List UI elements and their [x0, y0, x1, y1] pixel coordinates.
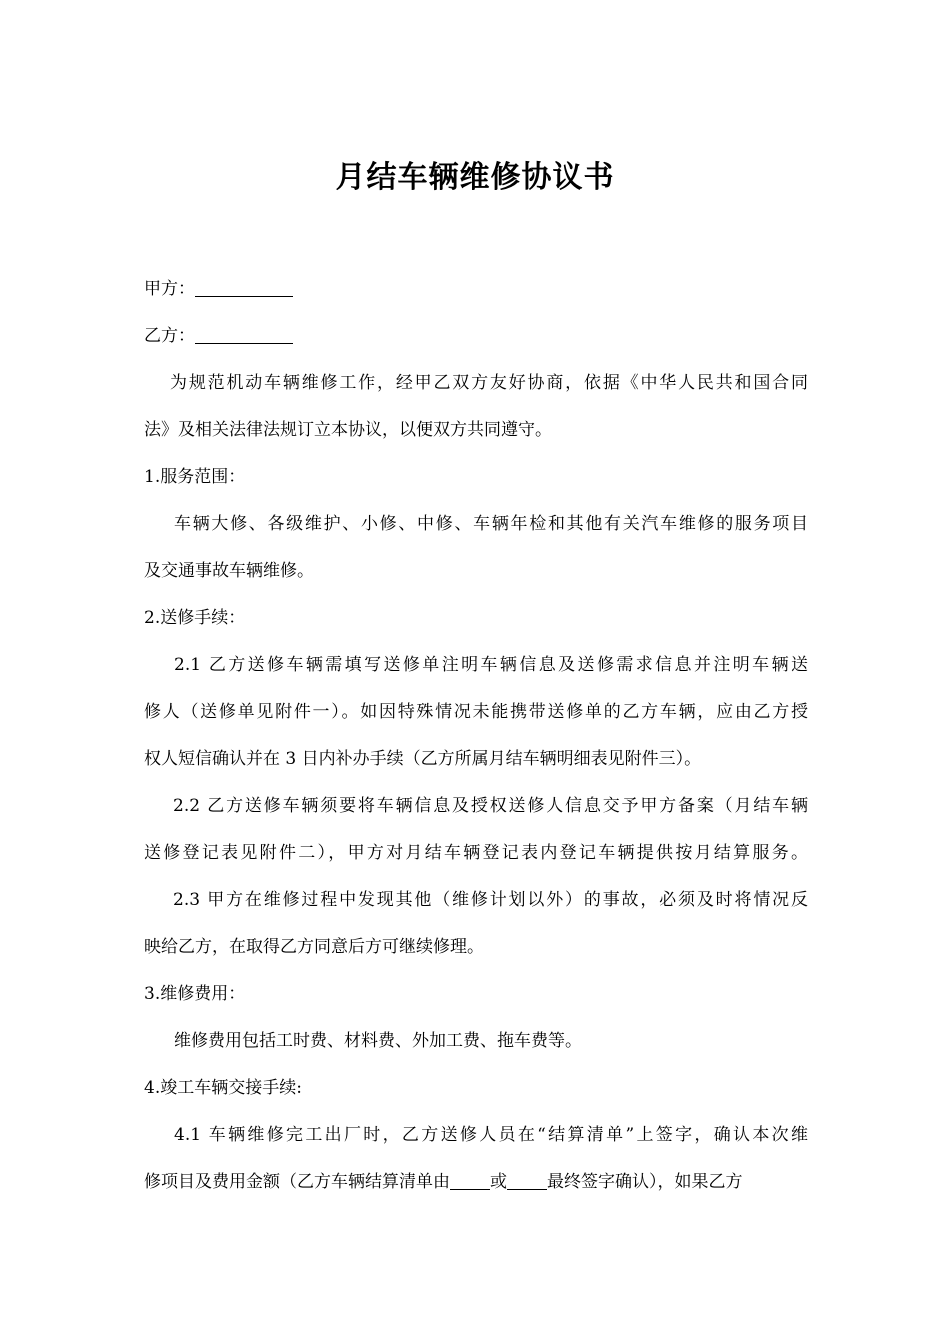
- party-b-blank[interactable]: [195, 323, 293, 344]
- party-b-line: [144, 319, 808, 366]
- party-a-blank[interactable]: [195, 276, 293, 297]
- clause-4-1-text-b: 或: [490, 1172, 507, 1192]
- party-b-label: 乙方：: [144, 326, 195, 346]
- section-1-line-1: 车辆大修、各级维护、小修、中修、车辆年检和其他有关汽车维修的服务项目: [174, 514, 808, 534]
- section-2-heading: 2.送修手续：: [144, 608, 246, 628]
- clause-2-1-line-1: 2.1 乙方送修车辆需填写送修单注明车辆信息及送修需求信息并注明车辆送: [174, 655, 808, 675]
- clause-2-2-line-2: 送修登记表见附件二），甲方对月结车辆登记表内登记车辆提供按月结算服务。: [144, 843, 808, 863]
- signer-1-blank[interactable]: [450, 1169, 490, 1190]
- clause-4-1-line-2: [144, 1165, 808, 1212]
- clause-2-2-line-1: 2.2 乙方送修车辆须要将车辆信息及授权送修人信息交予甲方备案（月结车辆: [173, 796, 808, 816]
- section-3-heading: 3.维修费用：: [144, 984, 246, 1004]
- clause-4-1-text-a: 修项目及费用金额（乙方车辆结算清单由: [144, 1172, 450, 1192]
- clause-2-3-line-1: 2.3 甲方在维修过程中发现其他（维修计划以外）的事故，必须及时将情况反: [173, 890, 808, 910]
- clause-4-1-line-1: 4.1 车辆维修完工出厂时，乙方送修人员在“结算清单”上签字，确认本次维: [174, 1125, 808, 1145]
- intro-line-1: 为规范机动车辆维修工作，经甲乙双方友好协商，依据《中华人民共和国合同: [170, 373, 808, 393]
- signer-2-blank[interactable]: [507, 1169, 547, 1190]
- party-a-label: 甲方：: [144, 279, 195, 299]
- clause-4-1-text-c: 最终签字确认），如果乙方: [547, 1172, 743, 1192]
- document-body: [144, 272, 808, 1212]
- section-1-line-2: 及交通事故车辆维修。: [144, 561, 314, 581]
- section-3-line: 维修费用包括工时费、材料费、外加工费、拖车费等。: [174, 1031, 582, 1051]
- document-title: 月结车辆维修协议书: [335, 160, 615, 195]
- clause-2-1-line-3: 权人短信确认并在 3 日内补办手续（乙方所属月结车辆明细表见附件三）。: [144, 749, 702, 769]
- clause-2-3-line-2: 映给乙方，在取得乙方同意后方可继续修理。: [144, 937, 484, 957]
- section-4-heading: 4.竣工车辆交接手续:: [144, 1078, 302, 1098]
- intro-line-2: 法》及相关法律法规订立本协议，以便双方共同遵守。: [144, 420, 552, 440]
- party-a-line: [144, 272, 808, 319]
- section-1-heading: 1.服务范围：: [144, 467, 246, 487]
- clause-2-1-line-2: 修人（送修单见附件一）。如因特殊情况未能携带送修单的乙方车辆，应由乙方授: [144, 702, 808, 722]
